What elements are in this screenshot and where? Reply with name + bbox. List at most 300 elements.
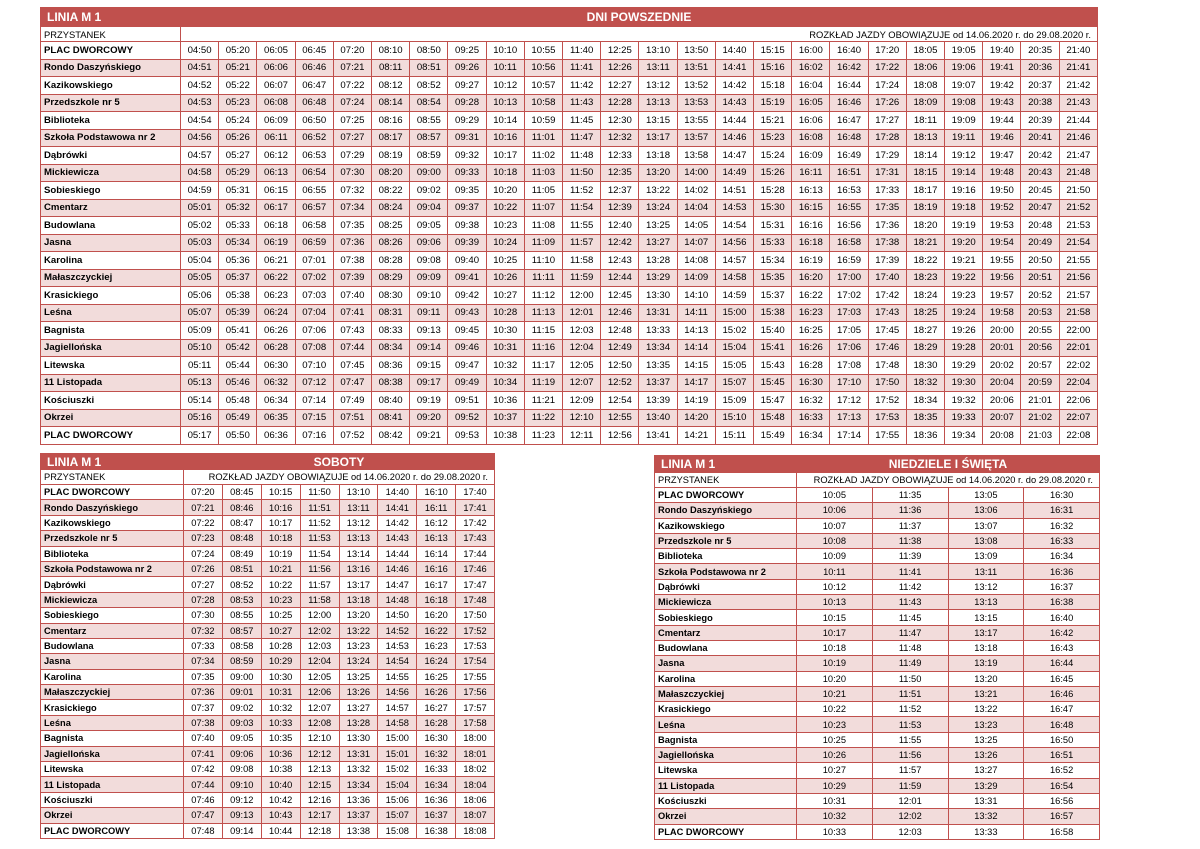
departure-time: 22:08 xyxy=(1059,427,1097,445)
departure-time: 19:43 xyxy=(983,94,1021,112)
departure-time: 09:02 xyxy=(222,700,261,715)
departure-time: 12:32 xyxy=(601,129,639,147)
departure-time: 08:42 xyxy=(372,427,410,445)
departure-time: 10:25 xyxy=(797,732,873,747)
departure-time: 08:25 xyxy=(372,217,410,235)
departure-time: 07:49 xyxy=(333,392,371,410)
departure-time: 16:08 xyxy=(792,129,830,147)
departure-time: 10:32 xyxy=(797,809,873,824)
departure-time: 13:28 xyxy=(639,252,677,270)
departure-time: 16:37 xyxy=(1024,579,1100,594)
departure-time: 13:28 xyxy=(339,715,378,730)
stop-name: Okrzei xyxy=(41,409,181,427)
weekday-stop-header: PRZYSTANEK xyxy=(41,27,181,42)
departure-time: 13:24 xyxy=(639,199,677,217)
stop-name: Leśna xyxy=(41,304,181,322)
departure-time: 17:05 xyxy=(830,322,868,340)
departure-time: 05:09 xyxy=(181,322,219,340)
departure-time: 16:56 xyxy=(830,217,868,235)
departure-time: 15:00 xyxy=(378,731,417,746)
departure-time: 06:05 xyxy=(257,42,295,60)
stop-name: Sobieskiego xyxy=(41,182,181,200)
departure-time: 13:50 xyxy=(677,42,715,60)
departure-time: 21:42 xyxy=(1059,77,1097,95)
departure-time: 16:59 xyxy=(830,252,868,270)
departure-time: 06:26 xyxy=(257,322,295,340)
departure-time: 13:15 xyxy=(639,112,677,130)
departure-time: 10:17 xyxy=(486,147,524,165)
departure-time: 16:25 xyxy=(792,322,830,340)
departure-time: 19:56 xyxy=(983,269,1021,287)
departure-time: 10:28 xyxy=(486,304,524,322)
departure-time: 18:23 xyxy=(906,269,944,287)
departure-time: 10:27 xyxy=(261,623,300,638)
departure-time: 05:14 xyxy=(181,392,219,410)
departure-time: 17:29 xyxy=(868,147,906,165)
departure-time: 17:53 xyxy=(868,409,906,427)
departure-time: 11:54 xyxy=(563,199,601,217)
departure-time: 19:24 xyxy=(945,304,983,322)
stop-name: Mickiewicza xyxy=(655,595,797,610)
departure-time: 17:22 xyxy=(868,59,906,77)
departure-time: 07:24 xyxy=(333,94,371,112)
departure-time: 07:38 xyxy=(184,715,223,730)
departure-time: 13:27 xyxy=(639,234,677,252)
departure-time: 04:59 xyxy=(181,182,219,200)
departure-time: 18:04 xyxy=(456,777,495,792)
departure-time: 19:11 xyxy=(945,129,983,147)
departure-time: 16:30 xyxy=(417,731,456,746)
departure-time: 14:52 xyxy=(378,623,417,638)
departure-time: 04:51 xyxy=(181,59,219,77)
departure-time: 14:14 xyxy=(677,339,715,357)
departure-time: 12:02 xyxy=(872,809,948,824)
departure-time: 16:26 xyxy=(417,685,456,700)
table-row xyxy=(41,374,1098,392)
table-row xyxy=(41,287,1098,305)
departure-time: 06:52 xyxy=(295,129,333,147)
departure-time: 09:12 xyxy=(222,792,261,807)
departure-time: 21:41 xyxy=(1059,59,1097,77)
departure-time: 11:59 xyxy=(563,269,601,287)
table-row xyxy=(655,778,1100,793)
departure-time: 08:57 xyxy=(410,129,448,147)
departure-time: 05:13 xyxy=(181,374,219,392)
table-row xyxy=(655,748,1100,763)
departure-time: 13:33 xyxy=(639,322,677,340)
departure-time: 07:22 xyxy=(184,515,223,530)
departure-time: 14:59 xyxy=(715,287,753,305)
departure-time: 13:20 xyxy=(639,164,677,182)
table-row xyxy=(655,564,1100,579)
departure-time: 17:50 xyxy=(456,608,495,623)
departure-time: 05:29 xyxy=(219,164,257,182)
departure-time: 18:06 xyxy=(456,792,495,807)
departure-time: 10:57 xyxy=(524,77,562,95)
departure-time: 10:28 xyxy=(261,638,300,653)
departure-time: 07:48 xyxy=(184,823,223,838)
departure-time: 19:32 xyxy=(945,392,983,410)
departure-time: 18:27 xyxy=(906,322,944,340)
departure-time: 11:02 xyxy=(524,147,562,165)
departure-time: 11:51 xyxy=(872,686,948,701)
departure-time: 09:53 xyxy=(448,427,486,445)
departure-time: 15:05 xyxy=(715,357,753,375)
stop-name: Budowlana xyxy=(41,217,181,235)
departure-time: 18:15 xyxy=(906,164,944,182)
departure-time: 17:33 xyxy=(868,182,906,200)
table-row xyxy=(655,610,1100,625)
departure-time: 18:29 xyxy=(906,339,944,357)
departure-time: 15:11 xyxy=(715,427,753,445)
departure-time: 12:00 xyxy=(300,608,339,623)
departure-time: 17:41 xyxy=(456,500,495,515)
departure-time: 10:30 xyxy=(261,669,300,684)
departure-time: 17:48 xyxy=(456,592,495,607)
departure-time: 14:56 xyxy=(378,685,417,700)
departure-time: 12:27 xyxy=(601,77,639,95)
departure-time: 17:46 xyxy=(456,561,495,576)
departure-time: 18:25 xyxy=(906,304,944,322)
departure-time: 12:44 xyxy=(601,269,639,287)
saturday-stop-header: PRZYSTANEK xyxy=(41,470,184,485)
stop-name: Sobieskiego xyxy=(655,610,797,625)
departure-time: 16:37 xyxy=(417,808,456,823)
departure-time: 11:03 xyxy=(524,164,562,182)
departure-time: 15:18 xyxy=(754,77,792,95)
departure-time: 07:02 xyxy=(295,269,333,287)
departure-time: 12:03 xyxy=(872,824,948,839)
departure-time: 16:32 xyxy=(1024,518,1100,533)
departure-time: 16:36 xyxy=(1024,564,1100,579)
stop-name: PLAC DWORCOWY xyxy=(41,485,184,500)
departure-time: 05:44 xyxy=(219,357,257,375)
table-row xyxy=(41,685,495,700)
departure-time: 09:35 xyxy=(448,182,486,200)
departure-time: 07:12 xyxy=(295,374,333,392)
table-row xyxy=(41,199,1098,217)
departure-time: 14:46 xyxy=(378,561,417,576)
departure-time: 18:00 xyxy=(456,731,495,746)
departure-time: 17:54 xyxy=(456,654,495,669)
departure-time: 13:23 xyxy=(948,717,1024,732)
departure-time: 11:21 xyxy=(524,392,562,410)
departure-time: 14:05 xyxy=(677,217,715,235)
departure-time: 08:29 xyxy=(372,269,410,287)
weekday-rows xyxy=(41,42,1098,445)
departure-time: 13:25 xyxy=(639,217,677,235)
departure-time: 06:47 xyxy=(295,77,333,95)
departure-time: 19:06 xyxy=(945,59,983,77)
stop-name: Litewska xyxy=(41,762,184,777)
departure-time: 05:49 xyxy=(219,409,257,427)
table-row xyxy=(41,427,1098,445)
table-row xyxy=(41,304,1098,322)
departure-time: 16:58 xyxy=(830,234,868,252)
departure-time: 11:42 xyxy=(872,579,948,594)
departure-time: 07:41 xyxy=(333,304,371,322)
departure-time: 05:31 xyxy=(219,182,257,200)
departure-time: 16:34 xyxy=(792,427,830,445)
departure-time: 08:11 xyxy=(372,59,410,77)
departure-time: 16:42 xyxy=(830,59,868,77)
departure-time: 19:47 xyxy=(983,147,1021,165)
table-row xyxy=(41,823,495,838)
departure-time: 20:04 xyxy=(983,374,1021,392)
departure-time: 07:21 xyxy=(333,59,371,77)
departure-time: 09:19 xyxy=(410,392,448,410)
departure-time: 16:05 xyxy=(792,94,830,112)
departure-time: 10:55 xyxy=(524,42,562,60)
table-row xyxy=(655,518,1100,533)
departure-time: 07:40 xyxy=(333,287,371,305)
stop-name: Cmentarz xyxy=(41,199,181,217)
stop-name: Karolina xyxy=(41,669,184,684)
departure-time: 09:00 xyxy=(222,669,261,684)
departure-time: 16:16 xyxy=(792,217,830,235)
departure-time: 09:41 xyxy=(448,269,486,287)
departure-time: 10:42 xyxy=(261,792,300,807)
departure-time: 17:46 xyxy=(868,339,906,357)
table-row xyxy=(41,392,1098,410)
departure-time: 06:09 xyxy=(257,112,295,130)
departure-time: 16:47 xyxy=(830,112,868,130)
departure-time: 07:43 xyxy=(333,322,371,340)
departure-time: 04:57 xyxy=(181,147,219,165)
departure-time: 06:17 xyxy=(257,199,295,217)
stop-name: Jagiellońska xyxy=(655,748,797,763)
departure-time: 14:49 xyxy=(715,164,753,182)
departure-time: 10:19 xyxy=(261,546,300,561)
departure-time: 06:30 xyxy=(257,357,295,375)
departure-time: 14:09 xyxy=(677,269,715,287)
departure-time: 07:34 xyxy=(184,654,223,669)
departure-time: 10:38 xyxy=(261,762,300,777)
departure-time: 14:02 xyxy=(677,182,715,200)
departure-time: 15:49 xyxy=(754,427,792,445)
departure-time: 08:33 xyxy=(372,322,410,340)
departure-time: 13:51 xyxy=(677,59,715,77)
departure-time: 10:34 xyxy=(486,374,524,392)
departure-time: 15:02 xyxy=(378,762,417,777)
departure-time: 10:43 xyxy=(261,808,300,823)
departure-time: 16:23 xyxy=(417,638,456,653)
departure-time: 13:08 xyxy=(948,533,1024,548)
departure-time: 13:30 xyxy=(339,731,378,746)
departure-time: 13:12 xyxy=(639,77,677,95)
departure-time: 09:15 xyxy=(410,357,448,375)
departure-time: 20:52 xyxy=(1021,287,1059,305)
departure-time: 07:29 xyxy=(333,147,371,165)
departure-time: 16:33 xyxy=(792,409,830,427)
stop-name: Jasna xyxy=(41,654,184,669)
departure-time: 15:43 xyxy=(754,357,792,375)
departure-time: 07:47 xyxy=(184,808,223,823)
departure-time: 13:32 xyxy=(948,809,1024,824)
departure-time: 21:55 xyxy=(1059,252,1097,270)
departure-time: 07:22 xyxy=(333,77,371,95)
departure-time: 12:37 xyxy=(601,182,639,200)
table-row xyxy=(655,656,1100,671)
departure-time: 07:01 xyxy=(295,252,333,270)
departure-time: 10:25 xyxy=(486,252,524,270)
departure-time: 09:39 xyxy=(448,234,486,252)
departure-time: 09:17 xyxy=(410,374,448,392)
departure-time: 05:22 xyxy=(219,77,257,95)
departure-time: 15:40 xyxy=(754,322,792,340)
departure-time: 17:28 xyxy=(868,129,906,147)
departure-time: 16:20 xyxy=(792,269,830,287)
departure-time: 13:26 xyxy=(339,685,378,700)
departure-time: 07:51 xyxy=(333,409,371,427)
departure-time: 18:24 xyxy=(906,287,944,305)
departure-time: 12:39 xyxy=(601,199,639,217)
departure-time: 19:48 xyxy=(983,164,1021,182)
departure-time: 21:57 xyxy=(1059,287,1097,305)
departure-time: 06:11 xyxy=(257,129,295,147)
departure-time: 07:25 xyxy=(333,112,371,130)
saturday-title-row xyxy=(41,454,495,470)
departure-time: 21:54 xyxy=(1059,234,1097,252)
departure-time: 16:40 xyxy=(1024,610,1100,625)
table-row xyxy=(41,322,1098,340)
departure-time: 16:48 xyxy=(830,129,868,147)
departure-time: 07:27 xyxy=(184,577,223,592)
departure-time: 04:54 xyxy=(181,112,219,130)
departure-time: 20:01 xyxy=(983,339,1021,357)
stop-name: Dąbrówki xyxy=(41,147,181,165)
departure-time: 15:15 xyxy=(754,42,792,60)
departure-time: 10:05 xyxy=(797,488,873,503)
departure-time: 16:02 xyxy=(792,59,830,77)
departure-time: 10:18 xyxy=(797,640,873,655)
departure-time: 10:18 xyxy=(486,164,524,182)
departure-time: 14:58 xyxy=(378,715,417,730)
departure-time: 18:19 xyxy=(906,199,944,217)
departure-time: 13:40 xyxy=(639,409,677,427)
departure-time: 21:53 xyxy=(1059,217,1097,235)
departure-time: 11:51 xyxy=(300,500,339,515)
departure-time: 17:03 xyxy=(830,304,868,322)
departure-time: 11:45 xyxy=(563,112,601,130)
departure-time: 10:31 xyxy=(486,339,524,357)
departure-time: 08:59 xyxy=(410,147,448,165)
table-row xyxy=(41,608,495,623)
departure-time: 06:53 xyxy=(295,147,333,165)
departure-time: 17:44 xyxy=(456,546,495,561)
departure-time: 12:33 xyxy=(601,147,639,165)
departure-time: 09:45 xyxy=(448,322,486,340)
departure-time: 11:58 xyxy=(563,252,601,270)
departure-time: 16:38 xyxy=(417,823,456,838)
departure-time: 11:17 xyxy=(524,357,562,375)
departure-time: 19:16 xyxy=(945,182,983,200)
departure-time: 09:10 xyxy=(222,777,261,792)
departure-time: 21:40 xyxy=(1059,42,1097,60)
departure-time: 13:34 xyxy=(639,339,677,357)
departure-time: 11:50 xyxy=(563,164,601,182)
departure-time: 13:06 xyxy=(948,503,1024,518)
departure-time: 16:52 xyxy=(1024,763,1100,778)
departure-time: 12:26 xyxy=(601,59,639,77)
departure-time: 11:36 xyxy=(872,503,948,518)
departure-time: 13:30 xyxy=(639,287,677,305)
stop-name: Krasickiego xyxy=(41,287,181,305)
table-row xyxy=(41,731,495,746)
departure-time: 08:24 xyxy=(372,199,410,217)
departure-time: 18:20 xyxy=(906,217,944,235)
departure-time: 07:52 xyxy=(333,427,371,445)
departure-time: 05:38 xyxy=(219,287,257,305)
stop-name: Małaszczyckiej xyxy=(41,269,181,287)
departure-time: 13:37 xyxy=(339,808,378,823)
departure-time: 15:19 xyxy=(754,94,792,112)
departure-time: 21:01 xyxy=(1021,392,1059,410)
departure-time: 05:17 xyxy=(181,427,219,445)
departure-time: 12:25 xyxy=(601,42,639,60)
table-row xyxy=(655,809,1100,824)
departure-time: 08:59 xyxy=(222,654,261,669)
departure-time: 10:11 xyxy=(797,564,873,579)
departure-time: 09:14 xyxy=(410,339,448,357)
departure-time: 08:54 xyxy=(410,94,448,112)
departure-time: 15:01 xyxy=(378,746,417,761)
departure-time: 16:45 xyxy=(1024,671,1100,686)
table-row xyxy=(41,792,495,807)
departure-time: 11:12 xyxy=(524,287,562,305)
departure-time: 17:53 xyxy=(456,638,495,653)
stop-name: Przedszkole nr 5 xyxy=(655,533,797,548)
departure-time: 16:30 xyxy=(792,374,830,392)
departure-time: 08:49 xyxy=(222,546,261,561)
departure-time: 17:52 xyxy=(868,392,906,410)
departure-time: 16:11 xyxy=(417,500,456,515)
departure-time: 05:26 xyxy=(219,129,257,147)
weekday-day-label: DNI POWSZEDNIE xyxy=(181,8,1098,27)
departure-time: 06:45 xyxy=(295,42,333,60)
departure-time: 16:23 xyxy=(792,304,830,322)
departure-time: 13:19 xyxy=(948,656,1024,671)
departure-time: 10:26 xyxy=(486,269,524,287)
departure-time: 14:47 xyxy=(378,577,417,592)
departure-time: 14:58 xyxy=(715,269,753,287)
departure-time: 13:27 xyxy=(339,700,378,715)
stop-name: Karolina xyxy=(655,671,797,686)
departure-time: 09:37 xyxy=(448,199,486,217)
departure-time: 15:35 xyxy=(754,269,792,287)
departure-time: 12:07 xyxy=(563,374,601,392)
stop-name: Małaszczyckiej xyxy=(41,685,184,700)
departure-time: 05:39 xyxy=(219,304,257,322)
stop-name: Karolina xyxy=(41,252,181,270)
departure-time: 12:18 xyxy=(300,823,339,838)
departure-time: 16:47 xyxy=(1024,702,1100,717)
table-row xyxy=(41,234,1098,252)
departure-time: 05:01 xyxy=(181,199,219,217)
departure-time: 20:56 xyxy=(1021,339,1059,357)
departure-time: 13:22 xyxy=(948,702,1024,717)
departure-time: 17:45 xyxy=(868,322,906,340)
departure-time: 11:41 xyxy=(872,564,948,579)
weekday-title-row xyxy=(41,8,1098,27)
departure-time: 06:57 xyxy=(295,199,333,217)
departure-time: 07:32 xyxy=(333,182,371,200)
departure-time: 17:35 xyxy=(868,199,906,217)
departure-time: 10:33 xyxy=(797,824,873,839)
departure-time: 13:26 xyxy=(948,748,1024,763)
departure-time: 10:17 xyxy=(261,515,300,530)
sunday-title-row xyxy=(655,456,1100,473)
